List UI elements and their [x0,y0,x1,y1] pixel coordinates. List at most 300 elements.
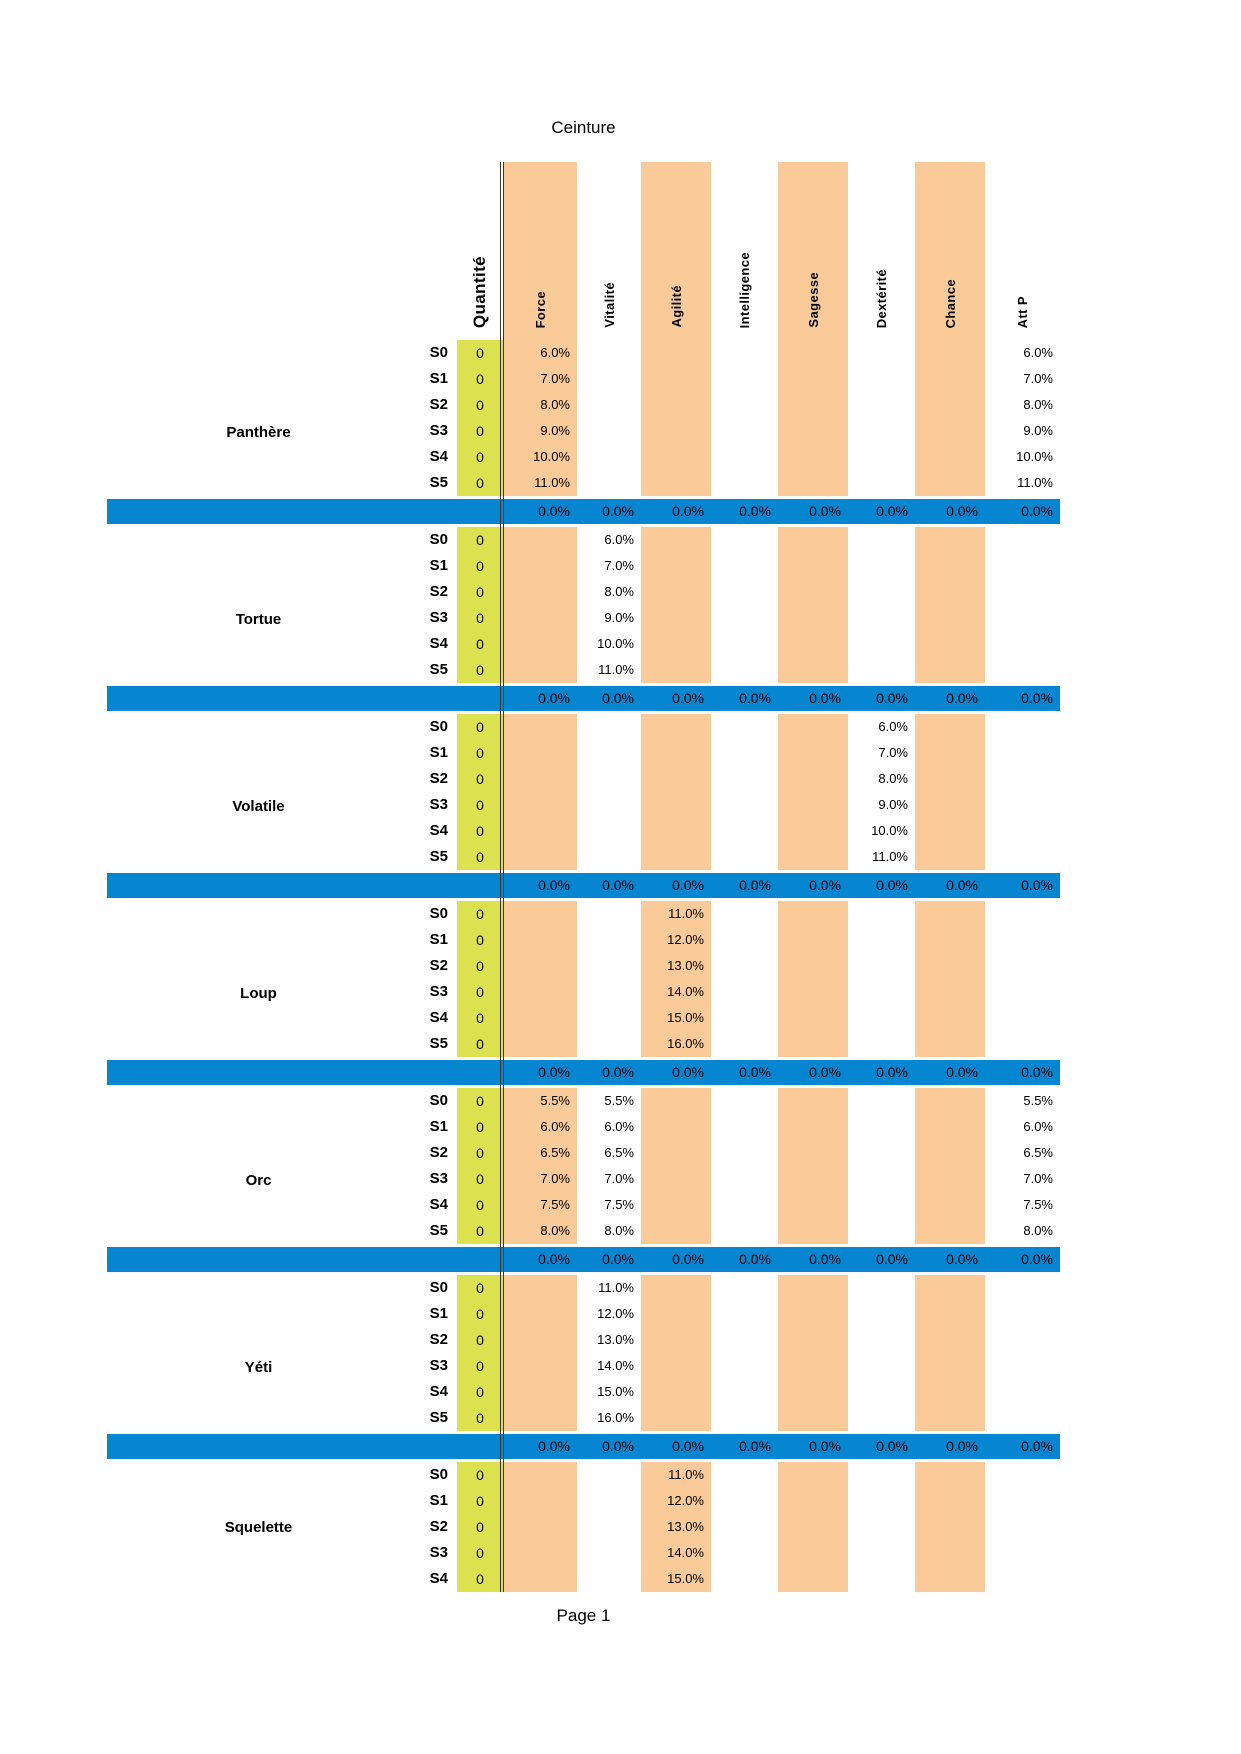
stat-cell-sagesse [778,553,848,579]
total-cell-attp: 0.0% [1021,503,1053,519]
stat-cell-intelligence [711,366,778,392]
stat-cell-vitalite: 8.0% [604,584,634,599]
stat-cell-intelligence [711,1514,778,1540]
stat-cell-force [503,766,577,792]
stat-cell-intelligence [711,1379,778,1405]
stat-cell-attp: 6.0% [1023,345,1053,360]
quantity-cell: 0 [457,444,503,470]
creature-name: Squelette [224,1518,293,1536]
quantity-cell: 0 [457,927,503,953]
stat-cell-force: 7.0% [503,1166,577,1192]
stat-cell-sagesse [778,579,848,605]
step-label: S5 [429,848,448,865]
step-label: S4 [429,1196,448,1213]
stat-cell-chance [915,1514,985,1540]
stat-cell-intelligence [711,631,778,657]
step-label: S4 [429,822,448,839]
stat-cell-chance [915,444,985,470]
stat-cell-intelligence [711,792,778,818]
stat-cell-vitalite [577,792,641,818]
stat-cell-dexterite [848,1166,915,1192]
stat-cell-attp [985,1327,1060,1353]
quantity-cell: 0 [457,1005,503,1031]
quantity-cell: 0 [457,553,503,579]
stat-cell-vitalite [577,1566,641,1592]
stat-cell-vitalite [577,901,641,927]
stat-cell-intelligence [711,1192,778,1218]
total-cell-dexterite: 0.0% [876,877,908,893]
stat-cell-agilite [641,527,711,553]
stat-cell-attp [985,657,1060,683]
stat-cell-sagesse [778,953,848,979]
stat-cell-sagesse [778,1301,848,1327]
stat-cell-intelligence [711,340,778,366]
stat-cell-intelligence [711,1218,778,1244]
step-label: S3 [429,983,448,1000]
stat-cell-attp [985,740,1060,766]
stat-cell-dexterite [848,527,915,553]
stat-cell-dexterite [848,1192,915,1218]
creature-block [107,714,1060,898]
stat-cell-sagesse [778,470,848,496]
stat-cell-chance [915,1031,985,1057]
quantity-cell: 0 [457,1327,503,1353]
table-header [107,162,1060,340]
stat-cell-agilite [641,631,711,657]
stat-cell-intelligence [711,901,778,927]
step-label: S1 [429,1118,448,1135]
quantity-cell: 0 [457,818,503,844]
stat-cell-dexterite [848,366,915,392]
stat-cell-intelligence [711,527,778,553]
stat-cell-chance [915,1275,985,1301]
stat-cell-force [503,631,577,657]
quantity-cell: 0 [457,1218,503,1244]
stat-cell-sagesse [778,1088,848,1114]
stat-cell-vitalite [577,1488,641,1514]
stat-cell-dexterite [848,1540,915,1566]
stat-cell-sagesse [778,766,848,792]
stat-cell-attp: 8.0% [1023,397,1053,412]
step-label: S2 [429,396,448,413]
stat-cell-attp [985,844,1060,870]
step-label: S4 [429,1570,448,1587]
stat-cell-vitalite: 8.0% [604,1223,634,1238]
stat-cell-attp [985,714,1060,740]
stat-cell-dexterite [848,953,915,979]
stat-cell-chance [915,901,985,927]
stat-cell-chance [915,631,985,657]
stat-cell-vitalite: 7.0% [604,558,634,573]
stat-cell-attp [985,1514,1060,1540]
stat-cell-agilite [641,714,711,740]
stat-cell-vitalite [577,844,641,870]
stat-cell-attp: 11.0% [1017,475,1053,490]
stat-cell-intelligence [711,953,778,979]
stat-cell-vitalite [577,444,641,470]
stat-cell-force: 5.5% [503,1088,577,1114]
total-cell-sagesse: 0.0% [809,1064,841,1080]
stat-cell-vitalite [577,979,641,1005]
stat-cell-attp: 7.5% [1023,1197,1053,1212]
stat-cell-agilite: 12.0% [641,1488,711,1514]
step-label: S0 [429,1466,448,1483]
total-cell-attp: 0.0% [1021,1064,1053,1080]
stat-cell-dexterite: 6.0% [878,719,908,734]
quantity-column-label: Quantité [470,255,489,328]
stat-cell-chance [915,1327,985,1353]
creature-name: Loup [240,984,277,1002]
stat-cell-agilite [641,470,711,496]
step-label: S2 [429,1331,448,1348]
stat-cell-sagesse [778,1275,848,1301]
stat-cell-sagesse [778,366,848,392]
creature-block [107,901,1060,1085]
stat-cell-chance [915,792,985,818]
total-cell-intelligence: 0.0% [739,690,771,706]
step-label: S1 [429,744,448,761]
step-label: S0 [429,718,448,735]
stat-cell-intelligence [711,927,778,953]
stat-cell-dexterite: 7.0% [878,745,908,760]
stat-cell-attp: 10.0% [1016,449,1053,464]
stat-cell-vitalite: 7.5% [604,1197,634,1212]
stat-cell-force [503,740,577,766]
stat-cell-vitalite [577,340,641,366]
step-label: S1 [429,370,448,387]
step-label: S4 [429,1383,448,1400]
stat-cell-force [503,1379,577,1405]
stat-cell-attp: 9.0% [1023,423,1053,438]
stat-cell-vitalite [577,418,641,444]
stat-cell-dexterite [848,1327,915,1353]
stat-cell-sagesse [778,1140,848,1166]
total-cell-force: 0.0% [538,690,570,706]
total-cell-sagesse: 0.0% [809,1251,841,1267]
stat-cell-attp [985,901,1060,927]
stat-cell-sagesse [778,979,848,1005]
creature-name: Orc [245,1171,272,1189]
stat-cell-dexterite [848,631,915,657]
stat-cell-force: 11.0% [503,470,577,496]
stat-cell-agilite [641,657,711,683]
stat-cell-attp [985,631,1060,657]
stat-cell-agilite: 11.0% [641,901,711,927]
total-cell-force: 0.0% [538,1064,570,1080]
stat-cell-dexterite [848,1379,915,1405]
stat-cell-agilite [641,1275,711,1301]
stat-cell-agilite [641,1088,711,1114]
step-label: S1 [429,557,448,574]
stat-cell-vitalite [577,740,641,766]
stat-cell-vitalite [577,818,641,844]
stat-cell-chance [915,1140,985,1166]
stat-cell-dexterite [848,1275,915,1301]
stat-cell-force [503,1031,577,1057]
quantity-cell: 0 [457,844,503,870]
stat-cell-vitalite [577,470,641,496]
stat-cell-attp [985,818,1060,844]
step-label: S4 [429,1009,448,1026]
header-agilite [641,162,711,340]
stat-cell-chance [915,714,985,740]
total-cell-agilite: 0.0% [672,1438,704,1454]
header-quantity [457,162,503,340]
stat-cell-intelligence [711,766,778,792]
stat-cell-dexterite: 11.0% [872,849,908,864]
step-label: S0 [429,531,448,548]
vitalite-column-label: Vitalité [601,282,617,328]
stat-cell-agilite [641,1353,711,1379]
stat-cell-dexterite [848,1405,915,1431]
stat-cell-intelligence [711,579,778,605]
stat-cell-chance [915,1488,985,1514]
quantity-cell: 0 [457,1566,503,1592]
total-cell-agilite: 0.0% [672,503,704,519]
quantity-cell: 0 [457,953,503,979]
stat-cell-dexterite [848,1031,915,1057]
total-cell-chance: 0.0% [946,877,978,893]
stat-cell-vitalite: 7.0% [604,1171,634,1186]
quantity-cell: 0 [457,1166,503,1192]
stat-cell-chance [915,1353,985,1379]
stat-cell-chance [915,605,985,631]
stat-cell-chance [915,1540,985,1566]
stat-cell-intelligence [711,1140,778,1166]
quantity-cell: 0 [457,1379,503,1405]
header-dexterite [848,162,915,340]
stat-cell-sagesse [778,1327,848,1353]
attp-column-label: Att P [1015,295,1030,328]
stat-cell-sagesse [778,1031,848,1057]
stat-cell-agilite [641,1192,711,1218]
stat-cell-force [503,605,577,631]
stat-cell-chance [915,766,985,792]
stat-cell-vitalite [577,366,641,392]
stat-cell-sagesse [778,418,848,444]
stat-cell-force [503,1405,577,1431]
step-label: S4 [429,448,448,465]
stat-cell-chance [915,1192,985,1218]
stat-cell-agilite: 11.0% [641,1462,711,1488]
stat-cell-dexterite [848,1488,915,1514]
stat-cell-attp [985,979,1060,1005]
stat-cell-agilite: 14.0% [641,979,711,1005]
stat-cell-force: 10.0% [503,444,577,470]
stat-cell-intelligence [711,418,778,444]
stat-cell-dexterite [848,1301,915,1327]
total-cell-dexterite: 0.0% [876,1438,908,1454]
quantity-cell: 0 [457,579,503,605]
stat-cell-attp [985,766,1060,792]
stat-cell-attp [985,1353,1060,1379]
stat-cell-attp [985,527,1060,553]
stat-cell-sagesse [778,844,848,870]
stat-cell-sagesse [778,901,848,927]
stat-cell-sagesse [778,1566,848,1592]
stat-cell-sagesse [778,1192,848,1218]
stat-cell-sagesse [778,1488,848,1514]
stat-cell-force [503,818,577,844]
stat-cell-agilite: 15.0% [641,1566,711,1592]
stat-cell-attp [985,1540,1060,1566]
page-title: Ceinture [551,118,616,137]
stat-cell-intelligence [711,818,778,844]
stat-cell-chance [915,579,985,605]
stat-cell-agilite [641,553,711,579]
stat-cell-agilite [641,766,711,792]
quantity-cell: 0 [457,631,503,657]
total-cell-vitalite: 0.0% [602,1251,634,1267]
stat-cell-agilite [641,366,711,392]
creature-name: Tortue [235,610,282,628]
total-cell-chance: 0.0% [946,1438,978,1454]
total-cell-agilite: 0.0% [672,690,704,706]
stat-cell-vitalite: 9.0% [604,610,634,625]
total-cell-chance: 0.0% [946,690,978,706]
stat-cell-intelligence [711,844,778,870]
stat-cell-agilite: 15.0% [641,1005,711,1031]
stat-cell-chance [915,1566,985,1592]
total-cell-intelligence: 0.0% [739,1064,771,1080]
total-cell-dexterite: 0.0% [876,503,908,519]
stat-cell-chance [915,470,985,496]
stat-cell-agilite [641,1218,711,1244]
stat-cell-vitalite: 15.0% [597,1384,634,1399]
stat-cell-dexterite: 9.0% [878,797,908,812]
stat-cell-attp [985,553,1060,579]
stat-cell-chance [915,1088,985,1114]
total-cell-intelligence: 0.0% [739,1438,771,1454]
stat-cell-vitalite: 11.0% [598,662,634,677]
quantity-cell: 0 [457,979,503,1005]
quantity-cell: 0 [457,792,503,818]
stat-cell-chance [915,927,985,953]
stat-cell-intelligence [711,714,778,740]
stat-cell-intelligence [711,979,778,1005]
creature-block [107,1275,1060,1459]
header-sagesse [778,162,848,340]
total-cell-vitalite: 0.0% [602,690,634,706]
stat-cell-attp [985,1405,1060,1431]
stat-cell-chance [915,1379,985,1405]
stat-cell-vitalite [577,1462,641,1488]
total-cell-vitalite: 0.0% [602,1438,634,1454]
stat-cell-intelligence [711,1031,778,1057]
stat-cell-dexterite: 8.0% [878,771,908,786]
header-step-spacer [410,162,457,340]
step-label: S2 [429,957,448,974]
stat-cell-agilite [641,418,711,444]
total-cell-dexterite: 0.0% [876,690,908,706]
stat-cell-force: 6.5% [503,1140,577,1166]
total-cell-attp: 0.0% [1021,1438,1053,1454]
stat-cell-sagesse [778,818,848,844]
stat-cell-sagesse [778,392,848,418]
stat-cell-attp [985,953,1060,979]
sagesse-column-label: Sagesse [805,272,821,328]
total-cell-attp: 0.0% [1021,690,1053,706]
stat-cell-intelligence [711,470,778,496]
total-cell-sagesse: 0.0% [809,877,841,893]
total-cell-dexterite: 0.0% [876,1251,908,1267]
total-cell-attp: 0.0% [1021,1251,1053,1267]
stat-cell-agilite [641,579,711,605]
creature-name: Volatile [232,797,285,815]
stat-cell-sagesse [778,1114,848,1140]
total-cell-chance: 0.0% [946,503,978,519]
stat-cell-force: 9.0% [503,418,577,444]
stat-cell-vitalite [577,714,641,740]
stat-cell-intelligence [711,657,778,683]
stat-cell-sagesse [778,444,848,470]
stats-table [107,162,1060,1592]
quantity-cell: 0 [457,1301,503,1327]
stat-cell-agilite [641,392,711,418]
total-cell-chance: 0.0% [946,1251,978,1267]
header-attp [985,162,1060,340]
stat-cell-attp [985,792,1060,818]
stat-cell-force: 7.5% [503,1192,577,1218]
stat-cell-dexterite [848,553,915,579]
stat-cell-chance [915,527,985,553]
stat-cell-sagesse [778,527,848,553]
stat-cell-agilite [641,340,711,366]
stat-cell-agilite [641,1140,711,1166]
stat-cell-agilite: 13.0% [641,1514,711,1540]
stat-cell-chance [915,1005,985,1031]
stat-cell-intelligence [711,1114,778,1140]
stat-cell-vitalite [577,392,641,418]
stat-cell-intelligence [711,1540,778,1566]
stat-cell-sagesse [778,1218,848,1244]
total-cell-agilite: 0.0% [672,1064,704,1080]
stat-cell-agilite [641,444,711,470]
stat-cell-force [503,553,577,579]
stat-cell-vitalite [577,1005,641,1031]
stat-cell-force [503,1462,577,1488]
quantity-cell: 0 [457,1114,503,1140]
quantity-cell: 0 [457,1088,503,1114]
stat-cell-intelligence [711,1462,778,1488]
step-label: S0 [429,344,448,361]
quantity-cell: 0 [457,714,503,740]
step-label: S5 [429,1035,448,1052]
stat-cell-sagesse [778,1405,848,1431]
stat-cell-agilite [641,792,711,818]
stat-cell-sagesse [778,740,848,766]
stat-cell-attp: 7.0% [1023,1171,1053,1186]
quantity-cell: 0 [457,470,503,496]
step-label: S5 [429,661,448,678]
stat-cell-force [503,1327,577,1353]
stat-cell-dexterite [848,1005,915,1031]
step-label: S3 [429,796,448,813]
stat-cell-attp: 8.0% [1023,1223,1053,1238]
stat-cell-chance [915,1218,985,1244]
stat-cell-vitalite [577,953,641,979]
stat-cell-sagesse [778,605,848,631]
stat-cell-chance [915,844,985,870]
total-cell-intelligence: 0.0% [739,877,771,893]
stat-cell-agilite [641,1301,711,1327]
stat-cell-sagesse [778,657,848,683]
quantity-cell: 0 [457,1353,503,1379]
stat-cell-dexterite: 10.0% [871,823,908,838]
total-cell-force: 0.0% [538,503,570,519]
stat-cell-force: 7.0% [503,366,577,392]
stat-cell-intelligence [711,1353,778,1379]
